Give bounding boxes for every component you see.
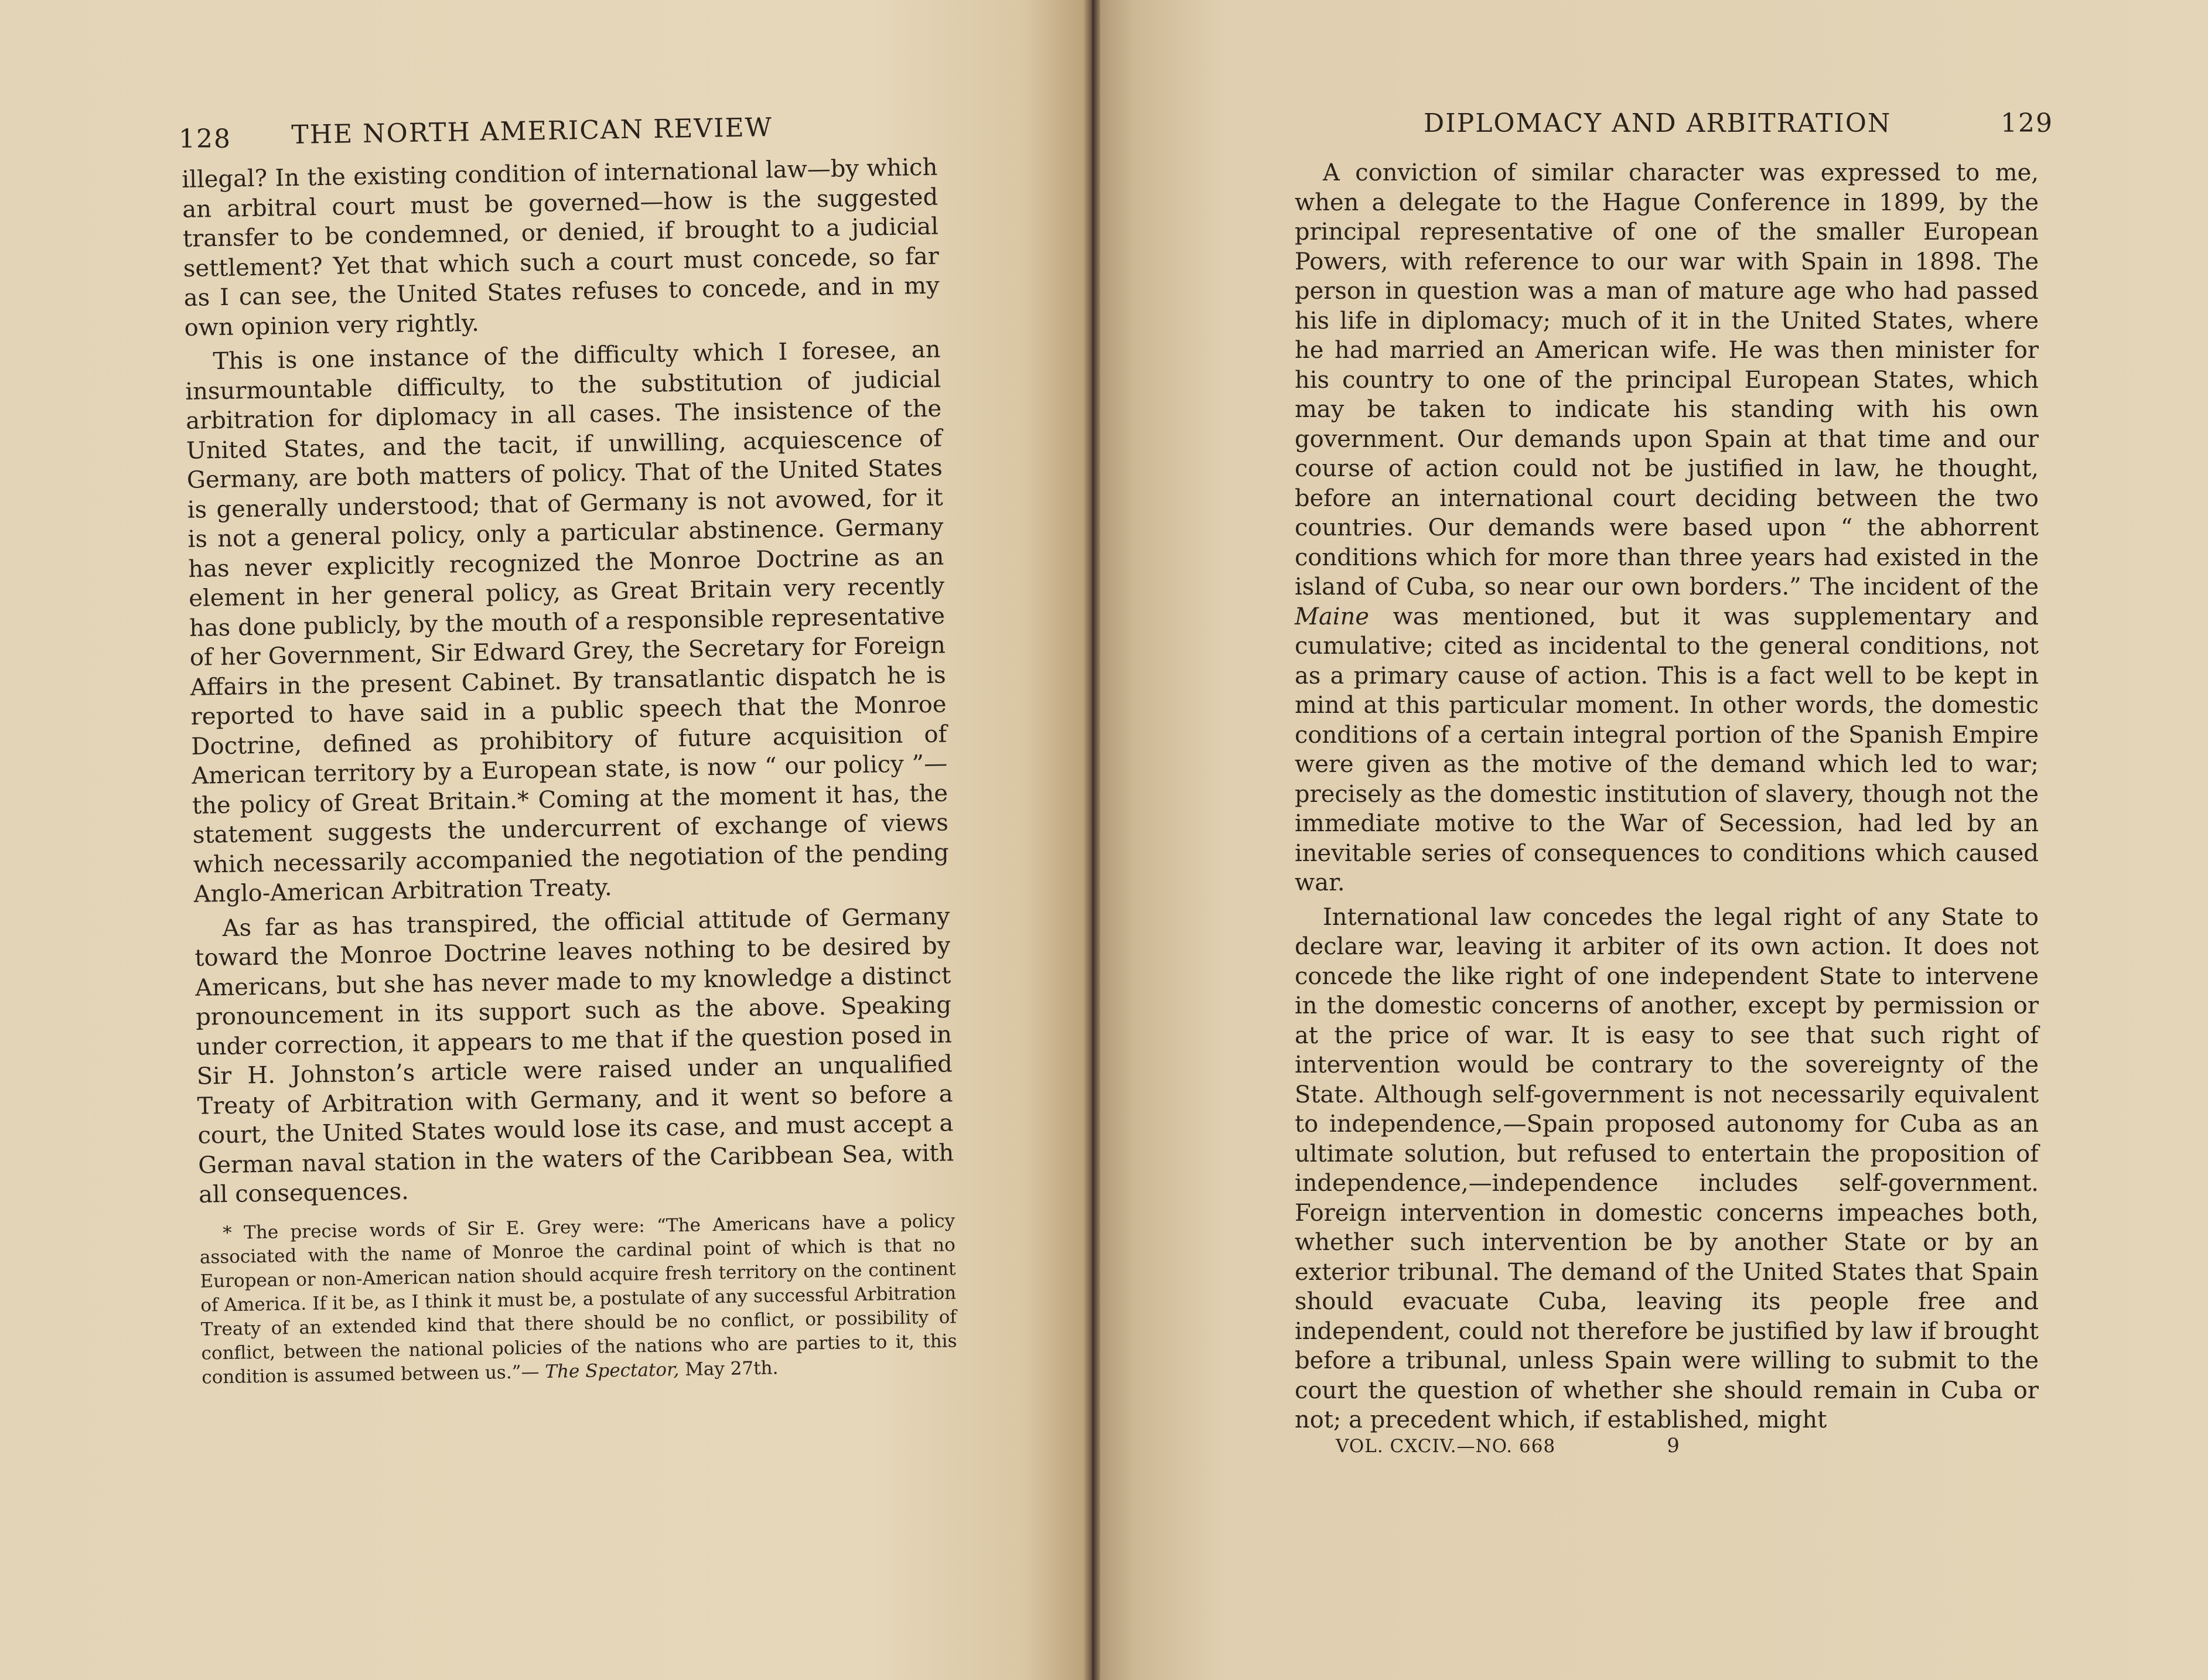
left-paragraph: This is one instance of the difficulty which I foresee, an insurmountable difficulty, to the substitution of judicial arbitration for diplomacy in all cases. The insistence of the United States, and the tacit, if unwilling, acquiescence of Germany, are both matters of policy. That of the United States is generally understood; that of Germany is not avowed, for it is not a general policy, only a particular abstinence. Germany has never explicitly recognized the Monroe Doctrine as an element in her general policy, as Great Britain very recently has done publicly, by the mouth of a responsible representative of her Government, Sir Edward Grey, the Secretary for Foreign Affairs in the present Cabinet. By transatlantic dispatch he is reported to have said in a public speech that the Monroe Doctrine, defined as prohibitory of future acquisition of American territory by a European state, is now “ our policy ”—the policy of Great Britain.* Coming at the moment it has, the statement suggests the undercurrent of exchange of views which necessarily accompanied the negotiation of the pending Anglo-American Arbitration Treaty. (185, 336, 950, 908)
left-text-column (182, 153, 957, 1390)
left-paragraph: As far as has transpired, the official attitude of Germany toward the Monroe Doctrine leaves nothing to be desired by Americans, but she has never made to my knowledge a distinct pronouncement in its support such as the above. Speaking under correction, it appears to me that if the question posed in Sir H. Johnston’s article were raised under an unqualified Treaty of Arbitration with Germany, and it went so before a court, the United States would lose its case, and must accept a German naval station in the waters of the Caribbean Sea, with all consequences. (194, 902, 954, 1208)
right-page-number: 129 (2001, 108, 2053, 138)
paragraph-text: A conviction of similar character was expressed to me, when a delegate to the Hague Conference in 1899, by the principal representative of one of the smaller European Powers, with reference to our war with Spain in 1898. The person in question was a man of mature age who had passed his life in diplomacy; much of it in the United States, where he had married an American wife. He was then minister for his country to one of the principal European States, which may be taken to indicate his standing with his own government. Our demands upon Spain at that time and our course of action could not be justified in law, he thought, before an international court deciding between the two countries. Our demands were based upon “ the abhorrent conditions which for more than three years had existed in the island of Cuba, so near our own borders.” The incident of the (1295, 159, 2039, 600)
signature-mark: 9 (1667, 1434, 1680, 1457)
right-page (1090, 0, 2208, 1680)
footnote-date: May 27th. (678, 1357, 779, 1380)
left-paragraph: illegal? In the existing condition of international law—by which an arbitral court must be governed—how is the suggested transfer to be condemned, or denied, if brought to a judicial settlement? Yet that which such a court must concede, so far as I can see, the United States refuses to concede, and in my own opinion very rightly. (182, 153, 940, 342)
paragraph-text: International law concedes the legal right of any State to declare war, leaving it arbiter of its own action. It does not concede the like right of one independent State to intervene in the domestic concerns of another, except by permission or at the price of war. It is easy to see that such right of intervention would be contrary to the sovereignty of the State. Although self-government is not necessarily equivalent to independence,—Spain proposed autonomy for Cuba as an ultimate solution, but refused to entertain the proposition of independence,—independence includes self-government. Foreign intervention in domestic concerns impeaches both, whether such intervention be by another State or by an exterior tribunal. The demand of the United States that Spain should evacuate Cuba, leaving its people free and independent, could not therefore be justified by law if brought before a tribunal, unless Spain were willing to submit to the court the question of whether she should remain in Cuba or not; a precedent which, if established, might (1295, 903, 2039, 1433)
volume-line: VOL. CXCIV.—NO. 668 (1336, 1436, 1556, 1457)
footnote-source: The Spectator, (545, 1358, 680, 1382)
right-paragraph (1295, 158, 2039, 898)
book-gutter (1084, 0, 1100, 1680)
paragraph-text: was mentioned, but it was supplementary and cumulative; cited as incidental to the general conditions, not as a primary cause of action. This is a fact well to be kept in mind at this particular moment. In other words, the domestic conditions of a certain integral portion of the Spanish Empire were given as the motive of the demand which led to war; precisely as the domestic institution of slavery, though not the immediate motive to the War of Secession, had led by an inevitable series of consequences to conditions which caused war. (1295, 603, 2039, 896)
right-running-head: DIPLOMACY AND ARBITRATION (1424, 108, 1892, 138)
right-paragraph (1295, 903, 2039, 1435)
page-footer (1336, 1434, 1680, 1457)
left-page-number: 128 (179, 124, 231, 154)
footnote-text: * The precise words of Sir E. Grey were: “The Americans have a policy associated with the name of Monroe the cardinal point of which is that no European or non-American nation should acquire fresh territory on the continent of America. If it be, as I think it must be, a postulate of any successful Arbitration Treaty of an extended kind that there should be no conflict, or possibility of conflict, between the national policies of the nations who are parties to it, this condition is assumed between us.”— (199, 1210, 957, 1388)
right-text-column (1295, 158, 2039, 1435)
left-running-head: THE NORTH AMERICAN REVIEW (291, 112, 773, 150)
paragraph-italic: Maine (1295, 603, 1370, 630)
footnote (199, 1209, 958, 1389)
left-page (0, 0, 1090, 1680)
